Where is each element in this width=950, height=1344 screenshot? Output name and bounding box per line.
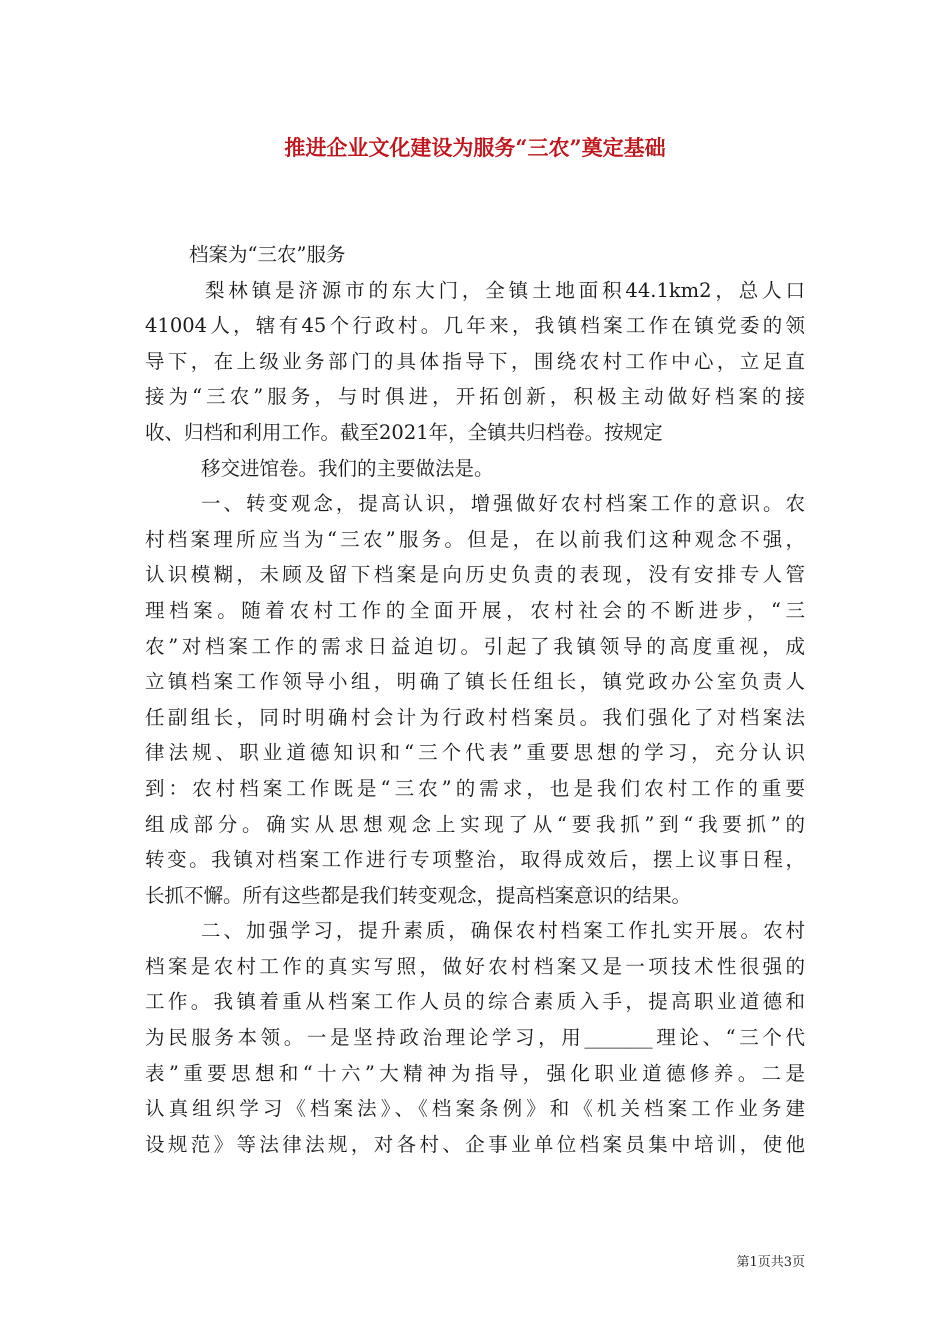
- text-line: 农”对档案工作的需求日益迫切。引起了我镇领导的高度重视，成: [145, 634, 805, 658]
- text-line: 移交进馆卷。我们的主要做法是。: [201, 456, 494, 480]
- text-line: 导下，在上级业务部门的具体指导下，围绕农村工作中心，立足直: [145, 349, 805, 373]
- page-footer: 第1页共3页: [736, 1255, 805, 1270]
- text-line: 认真组织学习《档案法》、《档案条例》和《机关档案工作业务建: [145, 1097, 805, 1121]
- text-line: 理档案。随着农村工作的全面开展，农村社会的不断进步，“三: [145, 598, 805, 622]
- text-line: 到：农村档案工作既是“三农”的需求，也是我们农村工作的重要: [145, 776, 805, 800]
- text-line: 表”重要思想和“十六”大精神为指导，强化职业道德修养。二是: [145, 1061, 805, 1085]
- text-line: 村档案理所应当为“三农”服务。但是，在以前我们这种观念不强，: [145, 527, 805, 551]
- text-line: 接为“三农”服务，与时俱进，开拓创新，积极主动做好档案的接: [145, 385, 805, 409]
- text-line: 立镇档案工作领导小组，明确了镇长任组长，镇党政办公室负责人: [145, 670, 805, 694]
- text-line: 律法规、职业道德知识和“三个代表”重要思想的学习，充分认识: [145, 741, 805, 765]
- text-line: 任副组长，同时明确村会计为行政村档案员。我们强化了对档案法: [145, 705, 805, 729]
- text-line: 认识模糊，未顾及留下档案是向历史负责的表现，没有安排专人管: [145, 563, 805, 587]
- text-line: 工作。我镇着重从档案工作人员的综合素质入手，提高职业道德和: [145, 990, 805, 1014]
- document-title: 推进企业文化建设为服务“三农”奠定基础: [284, 135, 666, 160]
- text-line: 一、转变观念，提高认识，增强做好农村档案工作的意识。农: [201, 492, 805, 516]
- text-line: 为民服务本领。一是坚持政治理论学习，用_______理论、“三个代: [145, 1026, 805, 1050]
- text-line: 转变。我镇对档案工作进行专项整治，取得成效后，摆上议事日程，: [145, 848, 805, 872]
- text-line: 档案为“三农”服务: [189, 243, 346, 266]
- text-line: 设规范》等法律法规，对各村、企事业单位档案员集中培训，使他: [145, 1132, 805, 1156]
- text-line: 档案是农村工作的真实写照，做好农村档案又是一项技术性很强的: [145, 954, 805, 978]
- text-line: 梨林镇是济源市的东大门，全镇土地面积44.1km2，总人口: [205, 278, 805, 302]
- text-line: 长抓不懈。所有这些都是我们转变观念，提高档案意识的结果。: [145, 883, 692, 907]
- text-line: 二、加强学习，提升素质，确保农村档案工作扎实开展。农村: [201, 919, 805, 943]
- text-line: 组成部分。确实从思想观念上实现了从“要我抓”到“我要抓”的: [145, 812, 805, 836]
- document-body: [145, 237, 805, 1162]
- text-line: 41004人，辖有45个行政村。几年来，我镇档案工作在镇党委的领: [145, 314, 805, 338]
- text-line: 收、归档和利用工作。截至2021年，全镇共归档卷。按规定: [145, 420, 663, 444]
